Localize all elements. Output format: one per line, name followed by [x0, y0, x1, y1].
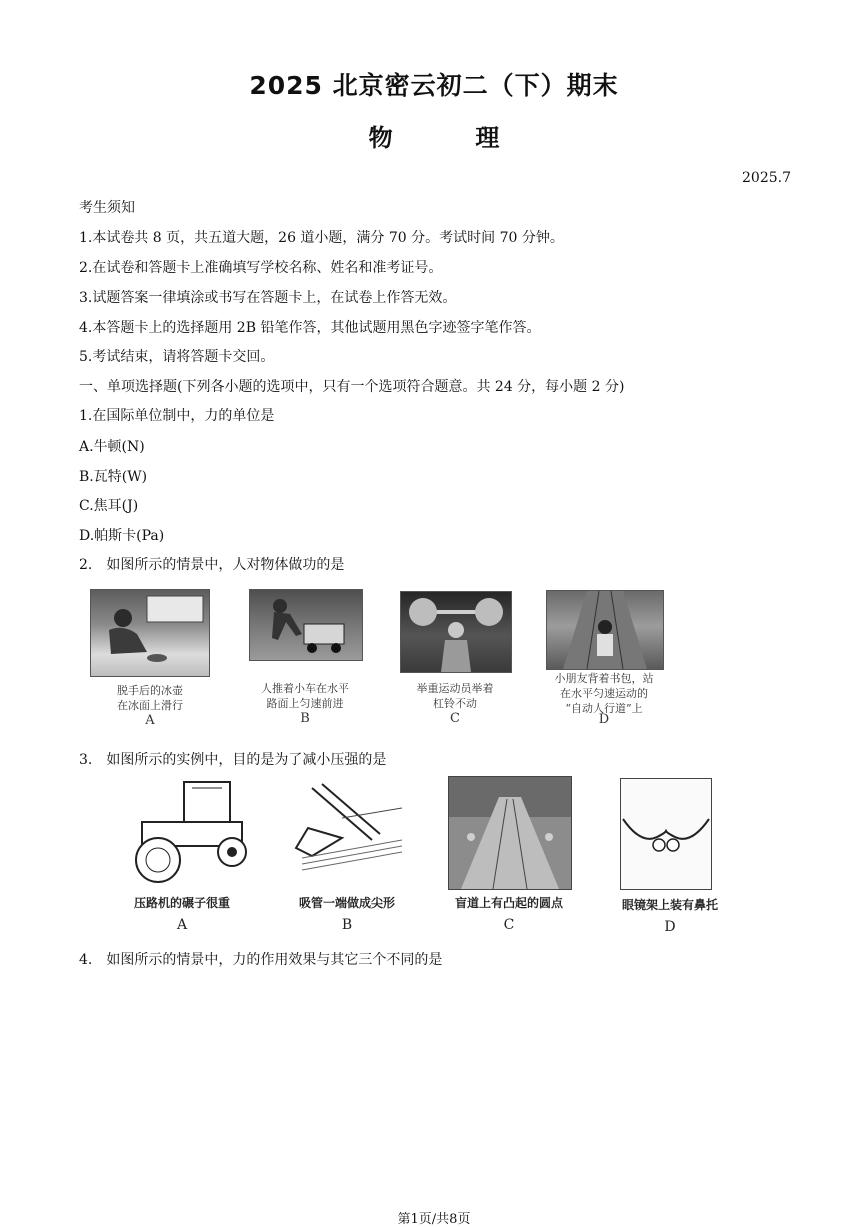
question-2-stem: 2. 如图所示的情景中，人对物体做功的是: [79, 557, 345, 573]
figure-letter: D: [598, 712, 610, 727]
q2-figure-b: [246, 589, 364, 726]
exam-title: 2025 北京密云初二（下）期末: [249, 71, 619, 100]
straw-drawing: [282, 778, 412, 888]
question-1-stem: 1.在国际单位制中，力的单位是: [79, 408, 275, 424]
figure-caption: 小朋友背着书包，站 在水平匀速运动的 “自动人行道”上: [554, 672, 654, 715]
figure-caption: 眼镜架上装有鼻托: [621, 898, 718, 912]
figure-caption: 脱手后的冰壶 在冰面上滑行: [117, 684, 183, 712]
figure-letter: A: [176, 917, 188, 933]
q3-figure-d: [611, 778, 729, 935]
figure-letter: C: [450, 711, 460, 726]
figure-caption: 人推着小车在水平 路面上匀速前进: [261, 682, 349, 710]
question-1-option-b: B.瓦特(W): [79, 469, 148, 485]
question-3-stem: 3. 如图所示的实例中，目的是为了减小压强的是: [79, 752, 387, 768]
q3-figure-c: [436, 776, 582, 933]
notice-item: 4.本答题卡上的选择题用 2B 铅笔作答，其他试题用黑色字迹签字笔作答。: [79, 320, 541, 336]
subject-char-2: 理: [475, 124, 500, 152]
figure-letter: D: [664, 919, 676, 935]
question-1-option-d: D.帕斯卡(Pa): [79, 528, 165, 544]
q2-figure-d: [543, 590, 665, 727]
weightlifter-photo: [400, 591, 512, 673]
figure-caption: 盲道上有凸起的圆点: [454, 896, 563, 910]
q3-figure-b: [282, 778, 412, 933]
q2-figure-a: [88, 589, 212, 728]
question-4-stem: 4. 如图所示的情景中，力的作用效果与其它三个不同的是: [79, 952, 443, 968]
figure-letter: A: [145, 713, 155, 728]
glasses-drawing: [620, 778, 712, 890]
figure-caption: 压路机的碾子很重: [133, 896, 230, 910]
figure-caption: 举重运动员举着 杠铃不动: [416, 682, 494, 710]
page-footer: 第1页/共8页: [397, 1212, 471, 1227]
subject-title: [0, 118, 868, 153]
question-1-option-c: C.焦耳(J): [79, 498, 139, 514]
road-roller-drawing: [112, 778, 252, 888]
q3-figure-a: [112, 778, 252, 933]
notice-item: 3.试题答案一律填涂或书写在答题卡上，在试卷上作答无效。: [79, 290, 457, 306]
q2-figure-c: [397, 591, 513, 726]
subject-char-1: 物: [368, 124, 393, 152]
figure-letter: B: [341, 917, 353, 933]
tactile-paving-drawing: [448, 776, 572, 890]
exam-date: 2025.7: [742, 170, 791, 186]
notice-item: 5.考试结束，请将答题卡交回。: [79, 349, 275, 365]
notice-heading: 考生须知: [79, 200, 135, 216]
notice-item: 2.在试卷和答题卡上准确填写学校名称、姓名和准考证号。: [79, 260, 443, 276]
notice-item: 1.本试卷共 8 页，共五道大题，26 道小题，满分 70 分。考试时间 70 分钟。: [79, 230, 564, 246]
cart-photo: [249, 589, 363, 661]
figure-caption: 吸管一端做成尖形: [298, 896, 395, 910]
section-heading: 一、单项选择题(下列各小题的选项中，只有一个选项符合题意。共 24 分，每小题 2 分): [79, 379, 625, 395]
question-1-option-a: A.牛顿(N): [79, 439, 145, 455]
figure-letter: C: [503, 917, 515, 933]
curling-photo: [90, 589, 210, 677]
moving-walkway-photo: [546, 590, 664, 670]
figure-letter: B: [300, 711, 310, 726]
